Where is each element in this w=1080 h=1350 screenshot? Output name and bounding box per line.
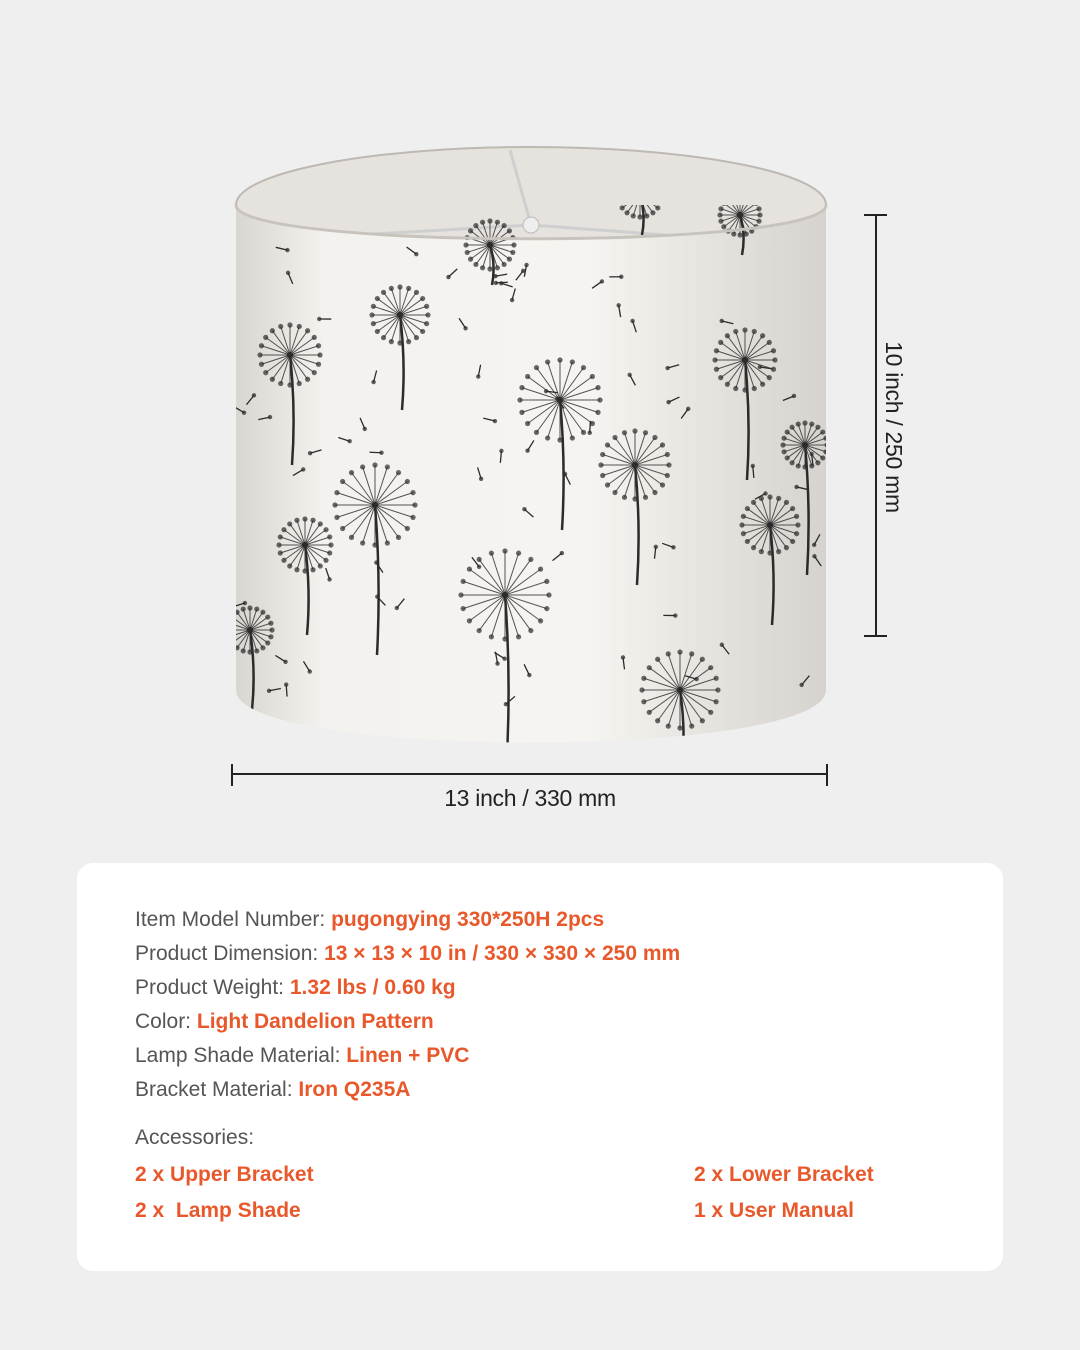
height-dimension-text: 10 inch / 250 mm [881,341,907,513]
spec-card [77,863,1003,1271]
bracket-hub [523,217,539,233]
spec-key: Bracket Material: [135,1078,293,1101]
spec-row-bracket-material [135,1075,680,1109]
spec-value: Iron Q235A [298,1078,411,1101]
shade-body [236,205,826,743]
accessory-item: 2 x Lamp Shade [135,1199,301,1222]
spec-value: Linen + PVC [346,1044,470,1067]
spec-value: 1.32 lbs / 0.60 kg [289,976,456,999]
accessory-item: 2 x Lower Bracket [694,1163,874,1186]
spec-list [135,905,680,1109]
spec-key: Lamp Shade Material: [135,1044,341,1067]
spec-row-color [135,1007,680,1041]
spec-value: 13 × 13 × 10 in / 330 × 330 × 250 mm [324,942,681,965]
spec-row-model [135,905,680,939]
accessory-item: 2 x Upper Bracket [135,1163,314,1186]
spec-row-weight [135,973,680,1007]
width-dimension-line [232,764,827,786]
spec-key: Color: [135,1010,192,1033]
spec-key: Product Dimension: [135,942,319,965]
accessory-item: 1 x User Manual [694,1199,854,1222]
width-dimension-label: 13 inch / 330 mm [444,785,616,811]
spec-value: pugongying 330*250H 2pcs [331,908,605,931]
spec-value: Light Dandelion Pattern [196,1010,434,1033]
spec-row-dimension [135,939,680,973]
spec-key: Product Weight: [135,976,285,999]
accessories-title: Accessories: [135,1126,255,1149]
spec-key: Item Model Number: [135,908,326,931]
spec-row-shade-material [135,1041,680,1075]
